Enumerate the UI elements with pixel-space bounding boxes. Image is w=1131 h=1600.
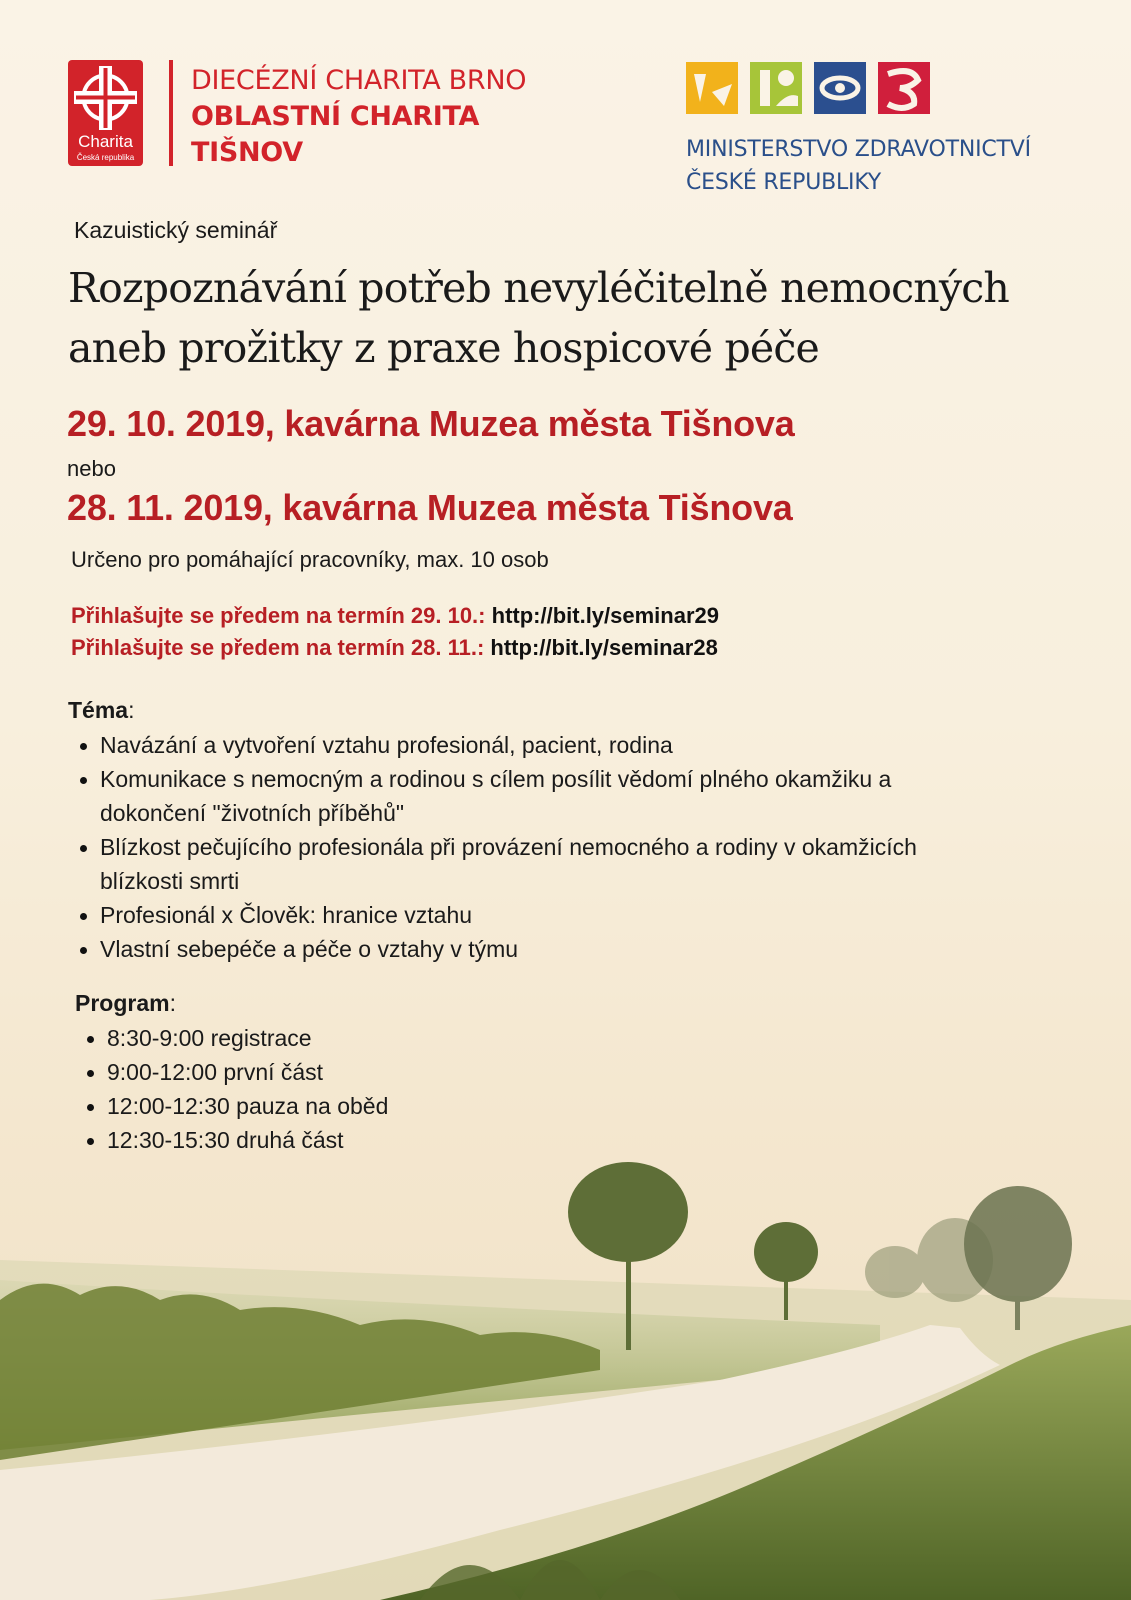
list-item: 8:30-9:00 registrace [75, 1021, 575, 1055]
list-item: 12:30-15:30 druhá část [75, 1123, 575, 1157]
ministry-logo-icon [686, 62, 930, 114]
org-line-2: OBLASTNÍ CHARITA [191, 101, 480, 132]
charita-logo-subtitle: Česká republika [76, 153, 135, 162]
list-item: Profesionál x Člověk: hranice vztahu [68, 898, 988, 932]
org-line-3: TIŠNOV [191, 137, 303, 168]
signup-link[interactable]: http://bit.ly/seminar29 [491, 603, 720, 628]
seminar-type: Kazuistický seminář [74, 217, 278, 243]
program-list [75, 1021, 575, 1157]
program-heading [75, 990, 176, 1017]
org-line-1: DIECÉZNÍ CHARITA BRNO [191, 65, 527, 96]
signup-link[interactable]: http://bit.ly/seminar28 [490, 635, 718, 660]
signup-label: Přihlašujte se předem na termín 28. 11.: [71, 635, 485, 660]
event-date-2: 28. 11. 2019, kavárna Muzea města Tišnova [67, 487, 793, 528]
ministry-line-1: MINISTERSTVO ZDRAVOTNICTVÍ [686, 137, 1031, 162]
signup-line-2 [71, 635, 718, 661]
list-item: Blízkost pečujícího profesionála při provázení nemocného a rodiny v okamžicích blízkosti smrti [68, 830, 988, 898]
list-item: Vlastní sebepéče a péče o vztahy v týmu [68, 932, 988, 966]
signup-line-1 [71, 603, 719, 629]
topic-heading-colon: : [128, 697, 135, 723]
charita-logo [68, 60, 143, 166]
program-heading-text: Program [75, 990, 170, 1016]
title-line-2: aneb prožitky z praxe hospicové péče [68, 324, 820, 372]
target-audience: Určeno pro pomáhající pracovníky, max. 10 osob [71, 547, 549, 572]
event-date-1: 29. 10. 2019, kavárna Muzea města Tišnova [67, 403, 795, 444]
header-divider [169, 60, 173, 166]
or-label: nebo [67, 456, 116, 481]
topic-heading [68, 697, 134, 724]
program-heading-colon: : [169, 990, 176, 1016]
signup-label: Přihlašujte se předem na termín 29. 10.: [71, 603, 486, 628]
charita-logo-word: Charita [78, 132, 133, 151]
list-item: Navázání a vytvoření vztahu profesionál, pacient, rodina [68, 728, 988, 762]
title-line-1: Rozpoznávání potřeb nevyléčitelně nemocných [68, 264, 1009, 312]
page-title [68, 258, 1128, 378]
organization-name [191, 63, 526, 171]
topic-list [68, 728, 988, 966]
list-item: 12:00-12:30 pauza na oběd [75, 1089, 575, 1123]
landscape-image [0, 1150, 1131, 1600]
ministry-name [686, 133, 1031, 199]
list-item: 9:00-12:00 první část [75, 1055, 575, 1089]
ministry-line-2: ČESKÉ REPUBLIKY [686, 170, 882, 195]
charita-cross-icon [74, 66, 137, 130]
list-item: Komunikace s nemocným a rodinou s cílem posílit vědomí plného okamžiku a dokončení "životních příběhů" [68, 762, 988, 830]
topic-heading-text: Téma [68, 697, 129, 723]
